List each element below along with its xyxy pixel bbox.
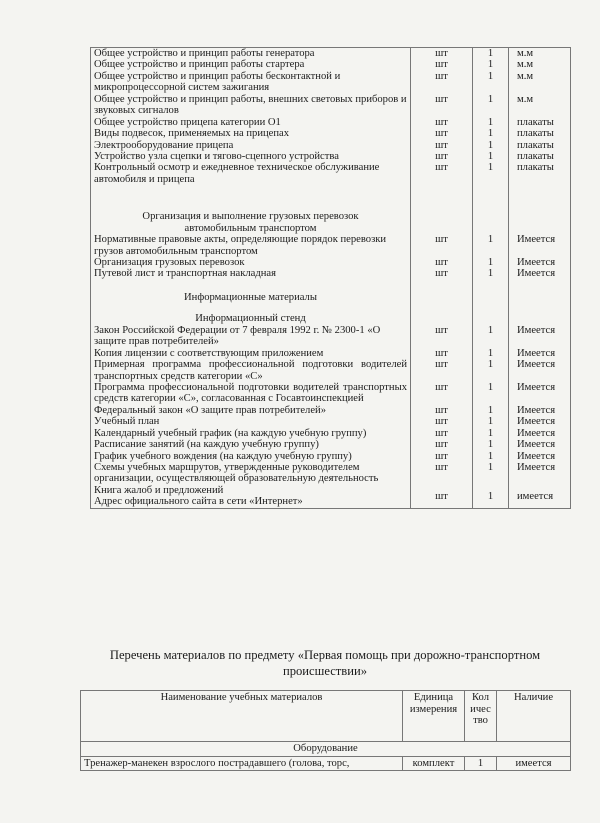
table-row [91, 451, 571, 462]
table-row [91, 162, 571, 185]
row-qty: 1 [473, 451, 509, 462]
row-name: Нормативные правовые акты, определяющие порядок перевозки грузов автомобильным транспортом [91, 234, 411, 257]
row-name: Контрольный осмотр и ежедневное техническое обслуживание автомобиля и прицепа [91, 162, 411, 185]
row-name: Копия лицензии с соответствующим приложением [91, 348, 411, 359]
table-row [91, 71, 571, 94]
row-name-line: Книга жалоб и предложений [94, 484, 224, 496]
row-name: Примерная программа профессиональной подготовки водителей транспортных средств категории «С» [91, 359, 411, 382]
row-name: Общее устройство и принцип работы бесконтактной и микропроцессорной систем зажигания [91, 71, 411, 94]
row-note: плакаты [509, 128, 571, 139]
row-unit: комплект [403, 756, 465, 771]
row-note: Имеется [509, 234, 571, 257]
row-name: Общее устройство и принцип работы, внешних световых приборов и звуковых сигналов [91, 94, 411, 117]
row-unit: шт [411, 462, 473, 485]
empty-cell [411, 185, 473, 211]
empty-cell [473, 280, 509, 292]
empty-cell [473, 211, 509, 234]
row-note: плакаты [509, 140, 571, 151]
table-row [91, 303, 571, 313]
row-unit: шт [411, 117, 473, 128]
row-unit: шт [411, 428, 473, 439]
row-note: плакаты [509, 117, 571, 128]
row-note: Имеется [509, 405, 571, 416]
row-qty: 1 [473, 140, 509, 151]
table-row [91, 439, 571, 450]
table-row [91, 382, 571, 405]
empty-cell [411, 303, 473, 313]
row-unit: шт [411, 382, 473, 405]
row-qty: 1 [473, 257, 509, 268]
row-unit: шт [411, 439, 473, 450]
empty-cell [509, 211, 571, 234]
row-name: Учебный план [91, 416, 411, 427]
row-note: Имеется [509, 382, 571, 405]
table-header-row [81, 691, 571, 742]
table-row [91, 185, 571, 211]
table-row [91, 48, 571, 60]
row-note: Имеется [509, 348, 571, 359]
row-name [91, 485, 411, 508]
row-note: Имеется [509, 451, 571, 462]
row-qty: 1 [473, 117, 509, 128]
table-row [91, 117, 571, 128]
row-note: Имеется [509, 268, 571, 279]
empty-cell [91, 280, 411, 292]
table-row [91, 292, 571, 303]
row-note: Имеется [509, 462, 571, 485]
row-qty: 1 [473, 359, 509, 382]
row-unit: шт [411, 405, 473, 416]
empty-cell [509, 313, 571, 324]
empty-cell [91, 303, 411, 313]
row-note: м.м [509, 48, 571, 60]
empty-cell [411, 280, 473, 292]
header-unit: Единица измерения [403, 691, 465, 742]
table-row [91, 428, 571, 439]
header-qty: Кол ичес тво [465, 691, 497, 742]
row-unit: шт [411, 348, 473, 359]
row-unit: шт [411, 416, 473, 427]
row-qty: 1 [473, 94, 509, 117]
row-qty: 1 [473, 162, 509, 185]
section-row [81, 742, 571, 757]
row-note: Имеется [509, 257, 571, 268]
row-qty: 1 [473, 485, 509, 508]
row-name: График учебного вождения (на каждую учебную группу) [91, 451, 411, 462]
row-note: плакаты [509, 162, 571, 185]
row-name: Путевой лист и транспортная накладная [91, 268, 411, 279]
row-note: Имеется [509, 359, 571, 382]
row-note: Имеется [509, 428, 571, 439]
row-note: м.м [509, 59, 571, 70]
row-qty: 1 [465, 756, 497, 771]
row-note: Имеется [509, 439, 571, 450]
table-row [91, 140, 571, 151]
table-row [91, 268, 571, 279]
empty-cell [473, 292, 509, 303]
section-title: Информационный стенд [91, 313, 411, 324]
row-unit: шт [411, 451, 473, 462]
table-row [91, 257, 571, 268]
row-unit: шт [411, 128, 473, 139]
row-unit: шт [411, 359, 473, 382]
materials-table [90, 47, 571, 509]
empty-cell [411, 313, 473, 324]
row-name: Виды подвесок, применяемых на прицепах [91, 128, 411, 139]
empty-cell [509, 303, 571, 313]
row-name: Тренажер-манекен взрослого пострадавшего (голова, торс, [81, 756, 403, 771]
row-qty: 1 [473, 59, 509, 70]
table-row [91, 359, 571, 382]
row-unit: шт [411, 268, 473, 279]
row-qty: 1 [473, 405, 509, 416]
row-unit: шт [411, 94, 473, 117]
table-row [91, 348, 571, 359]
row-unit: шт [411, 59, 473, 70]
row-qty: 1 [473, 151, 509, 162]
row-name: Организация грузовых перевозок [91, 257, 411, 268]
header-name: Наименование учебных материалов [81, 691, 403, 742]
row-name: Общее устройство и принцип работы генератора [91, 48, 411, 60]
row-unit: шт [411, 162, 473, 185]
row-name-line: Адрес официального сайта в сети «Интернет» [94, 496, 303, 508]
row-qty: 1 [473, 48, 509, 60]
row-qty: 1 [473, 382, 509, 405]
row-note: Имеется [509, 325, 571, 348]
row-note: м.м [509, 71, 571, 94]
row-unit: шт [411, 151, 473, 162]
empty-cell [411, 211, 473, 234]
row-note: имеется [497, 756, 571, 771]
table-row [91, 325, 571, 348]
table-row [91, 151, 571, 162]
empty-cell [411, 292, 473, 303]
row-name: Электрооборудование прицепа [91, 140, 411, 151]
row-note: плакаты [509, 151, 571, 162]
row-name: Календарный учебный график (на каждую учебную группу) [91, 428, 411, 439]
row-unit: шт [411, 485, 473, 508]
row-note: Имеется [509, 416, 571, 427]
table-row [91, 405, 571, 416]
header-note: Наличие [497, 691, 571, 742]
table-row [91, 485, 571, 508]
empty-cell [473, 303, 509, 313]
table-row [91, 211, 571, 234]
section-title: Организация и выполнение грузовых перевозок автомобильным транспортом [91, 211, 411, 234]
first-aid-table [80, 690, 571, 771]
row-unit: шт [411, 48, 473, 60]
row-qty: 1 [473, 71, 509, 94]
row-name: Общее устройство прицепа категории О1 [91, 117, 411, 128]
empty-cell [473, 185, 509, 211]
table-row [91, 128, 571, 139]
table-row [81, 756, 571, 771]
row-unit: шт [411, 71, 473, 94]
row-unit: шт [411, 140, 473, 151]
empty-cell [509, 185, 571, 211]
row-qty: 1 [473, 439, 509, 450]
table-row [91, 313, 571, 324]
row-qty: 1 [473, 348, 509, 359]
table-row [91, 416, 571, 427]
row-name: Федеральный закон «О защите прав потребителей» [91, 405, 411, 416]
row-unit: шт [411, 234, 473, 257]
row-name: Закон Российской Федерации от 7 февраля 1992 г. № 2300-1 «О защите прав потребителей» [91, 325, 411, 348]
table-row [91, 462, 571, 485]
empty-cell [473, 313, 509, 324]
row-unit: шт [411, 257, 473, 268]
row-qty: 1 [473, 428, 509, 439]
empty-cell [91, 185, 411, 211]
empty-cell [509, 292, 571, 303]
row-name: Общее устройство и принцип работы стартера [91, 59, 411, 70]
row-qty: 1 [473, 416, 509, 427]
table-row [91, 234, 571, 257]
row-note: имеется [509, 485, 571, 508]
row-qty: 1 [473, 128, 509, 139]
row-qty: 1 [473, 234, 509, 257]
row-qty: 1 [473, 268, 509, 279]
section-title: Информационные материалы [91, 292, 411, 303]
section-equipment: Оборудование [81, 742, 571, 757]
table-row [91, 59, 571, 70]
table-row [91, 280, 571, 292]
row-name: Расписание занятий (на каждую учебную группу) [91, 439, 411, 450]
row-qty: 1 [473, 325, 509, 348]
row-unit: шт [411, 325, 473, 348]
row-qty: 1 [473, 462, 509, 485]
first-aid-heading: Перечень материалов по предмету «Первая помощь при дорожно-транспортном происшествии» [109, 648, 541, 678]
row-name: Программа профессиональной подготовки водителей транспортных средств категории «С», согласованная с Госавтоинспекцией [91, 382, 411, 405]
row-note: м.м [509, 94, 571, 117]
table-row [91, 94, 571, 117]
row-name: Схемы учебных маршрутов, утвержденные руководителем организации, осуществляющей образовательную деятельность [91, 462, 411, 485]
empty-cell [509, 280, 571, 292]
row-name: Устройство узла сцепки и тягово-сцепного устройства [91, 151, 411, 162]
